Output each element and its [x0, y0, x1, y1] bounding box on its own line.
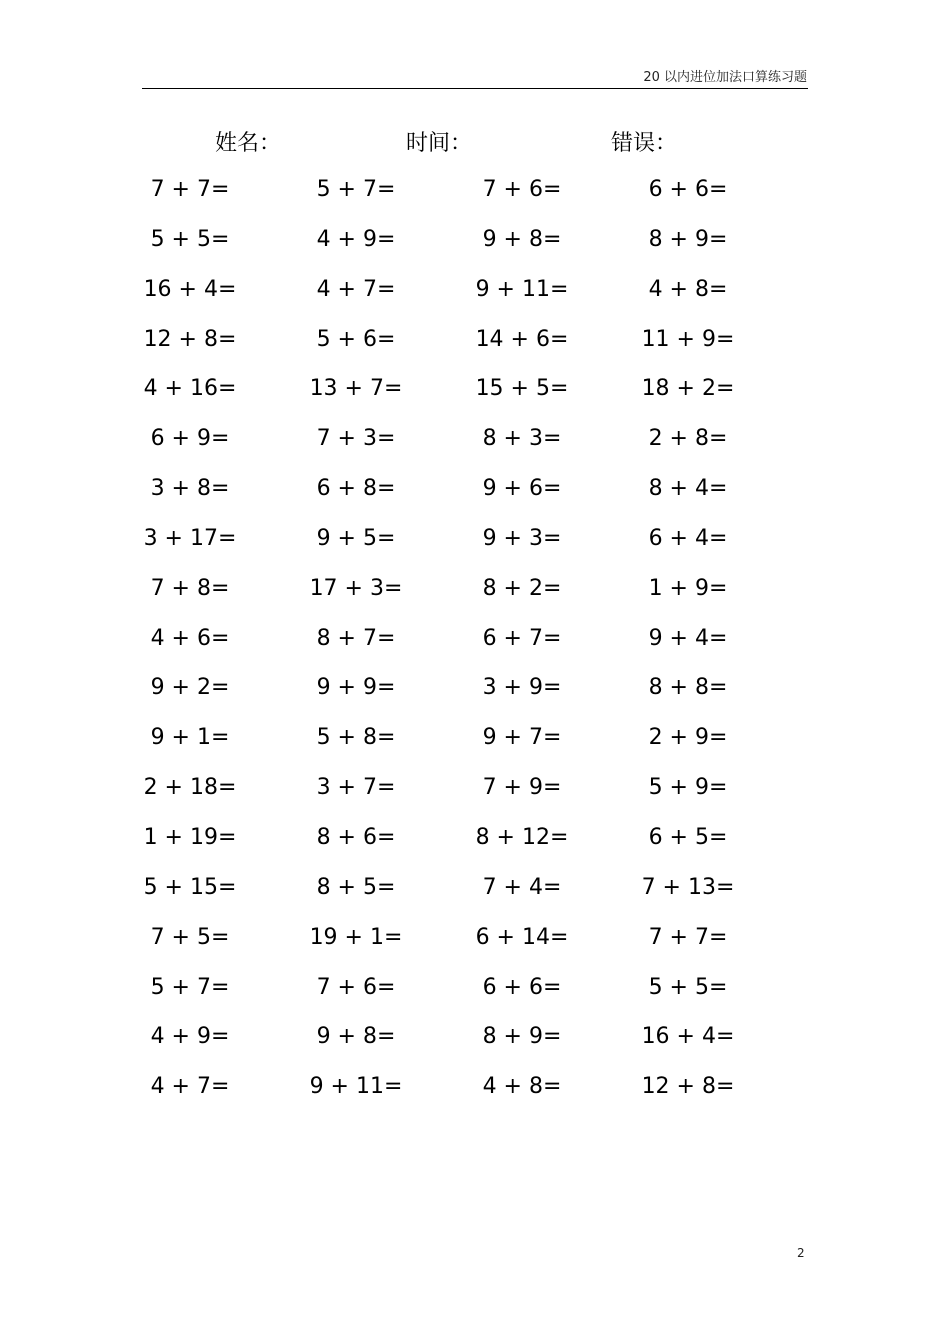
problem-item: 5 + 8=: [316, 725, 396, 751]
problem-item: 8 + 9=: [482, 1024, 562, 1050]
problem-item: 4 + 7=: [316, 276, 396, 302]
problem-item: 3 + 7=: [316, 775, 396, 801]
problem-item: 5 + 7=: [150, 974, 230, 1000]
problem-row: [110, 1014, 840, 1064]
problem-row: [110, 865, 840, 915]
problem-item: 8 + 7=: [316, 625, 396, 651]
problem-item: 5 + 5=: [648, 974, 728, 1000]
problem-item: 7 + 6=: [482, 177, 562, 202]
problem-item: 1 + 9=: [648, 575, 728, 601]
problem-item: 7 + 9=: [482, 775, 562, 801]
problem-item: 8 + 9=: [648, 226, 728, 252]
problem-item: 4 + 8=: [648, 276, 728, 302]
problem-item: 7 + 8=: [150, 575, 230, 601]
problem-item: 3 + 17=: [143, 525, 237, 551]
problem-item: 1 + 19=: [143, 824, 237, 850]
problem-item: 16 + 4=: [641, 1024, 735, 1050]
problem-item: 7 + 13=: [641, 874, 735, 900]
problem-row: [110, 317, 840, 367]
problem-item: 8 + 2=: [482, 575, 562, 601]
page-number: 2: [797, 1246, 805, 1260]
problem-item: 9 + 1=: [150, 725, 230, 751]
problem-item: 7 + 3=: [316, 426, 396, 452]
time-label: 时间：: [406, 131, 473, 156]
problem-item: 5 + 15=: [143, 874, 237, 900]
problem-item: 9 + 6=: [482, 476, 562, 502]
problem-row: [110, 616, 840, 666]
problem-item: 7 + 5=: [150, 924, 230, 950]
problem-row: [110, 915, 840, 965]
name-label: 姓名：: [215, 131, 282, 156]
header-divider: [142, 88, 808, 89]
problem-item: 9 + 9=: [316, 675, 396, 701]
problem-item: 6 + 14=: [475, 924, 569, 950]
problem-item: 4 + 6=: [150, 625, 230, 651]
problem-item: 4 + 7=: [150, 1074, 230, 1100]
problem-row: [110, 665, 840, 715]
problem-item: 8 + 5=: [316, 874, 396, 900]
problem-item: 3 + 9=: [482, 675, 562, 701]
problem-item: 7 + 6=: [316, 974, 396, 1000]
problem-item: 17 + 3=: [309, 575, 403, 601]
problem-item: 6 + 8=: [316, 476, 396, 502]
problem-row: [110, 217, 840, 267]
problem-item: 6 + 9=: [150, 426, 230, 452]
problem-item: 4 + 9=: [150, 1024, 230, 1050]
problem-row: [110, 516, 840, 566]
problem-row: [110, 366, 840, 416]
problem-item: 7 + 7=: [648, 924, 728, 950]
problem-item: 8 + 12=: [475, 824, 569, 850]
problem-item: 5 + 5=: [150, 226, 230, 252]
document-header-title: 20 以内进位加法口算练习题: [643, 70, 807, 85]
problem-item: 8 + 6=: [316, 824, 396, 850]
problem-item: 2 + 18=: [143, 775, 237, 801]
problem-item: 6 + 4=: [648, 525, 728, 551]
problem-item: 4 + 16=: [143, 376, 237, 402]
problem-item: 12 + 8=: [143, 326, 237, 352]
problem-item: 9 + 5=: [316, 525, 396, 551]
problem-item: 19 + 1=: [309, 924, 403, 950]
problem-item: 5 + 9=: [648, 775, 728, 801]
problem-item: 9 + 7=: [482, 725, 562, 751]
problem-item: 9 + 11=: [475, 276, 569, 302]
problem-item: 6 + 6=: [482, 974, 562, 1000]
problem-item: 7 + 4=: [482, 874, 562, 900]
problem-item: 2 + 9=: [648, 725, 728, 751]
problem-item: 5 + 6=: [316, 326, 396, 352]
problem-item: 8 + 4=: [648, 476, 728, 502]
problem-item: 4 + 8=: [482, 1074, 562, 1100]
problem-item: 12 + 8=: [641, 1074, 735, 1100]
problem-row: [110, 965, 840, 1015]
problem-row: [110, 416, 840, 466]
problem-item: 16 + 4=: [143, 276, 237, 302]
problem-item: 15 + 5=: [475, 376, 569, 402]
problem-item: 14 + 6=: [475, 326, 569, 352]
problem-item: 9 + 11=: [309, 1074, 403, 1100]
problem-item: 8 + 8=: [648, 675, 728, 701]
problem-row: [110, 267, 840, 317]
problem-item: 3 + 8=: [150, 476, 230, 502]
problem-item: 2 + 8=: [648, 426, 728, 452]
problem-item: 9 + 3=: [482, 525, 562, 551]
problem-row: [110, 167, 840, 217]
problem-row: [110, 466, 840, 516]
problem-item: 7 + 7=: [150, 177, 230, 202]
problem-row: [110, 566, 840, 616]
problem-row: [110, 765, 840, 815]
problem-item: 8 + 3=: [482, 426, 562, 452]
problem-item: 9 + 8=: [316, 1024, 396, 1050]
problem-item: 13 + 7=: [309, 376, 403, 402]
problem-row: [110, 715, 840, 765]
problem-item: 6 + 7=: [482, 625, 562, 651]
problem-item: 9 + 4=: [648, 625, 728, 651]
problem-item: 6 + 6=: [648, 177, 728, 202]
problem-item: 6 + 5=: [648, 824, 728, 850]
student-info-row: [0, 126, 950, 158]
problem-item: 18 + 2=: [641, 376, 735, 402]
problem-row: [110, 1064, 840, 1114]
problem-item: 4 + 9=: [316, 226, 396, 252]
problem-item: 9 + 8=: [482, 226, 562, 252]
problem-item: 9 + 2=: [150, 675, 230, 701]
problem-grid: [110, 167, 840, 1114]
problem-row: [110, 815, 840, 865]
problem-item: 5 + 7=: [316, 177, 396, 202]
problem-item: 11 + 9=: [641, 326, 735, 352]
errors-label: 错误：: [611, 131, 678, 156]
